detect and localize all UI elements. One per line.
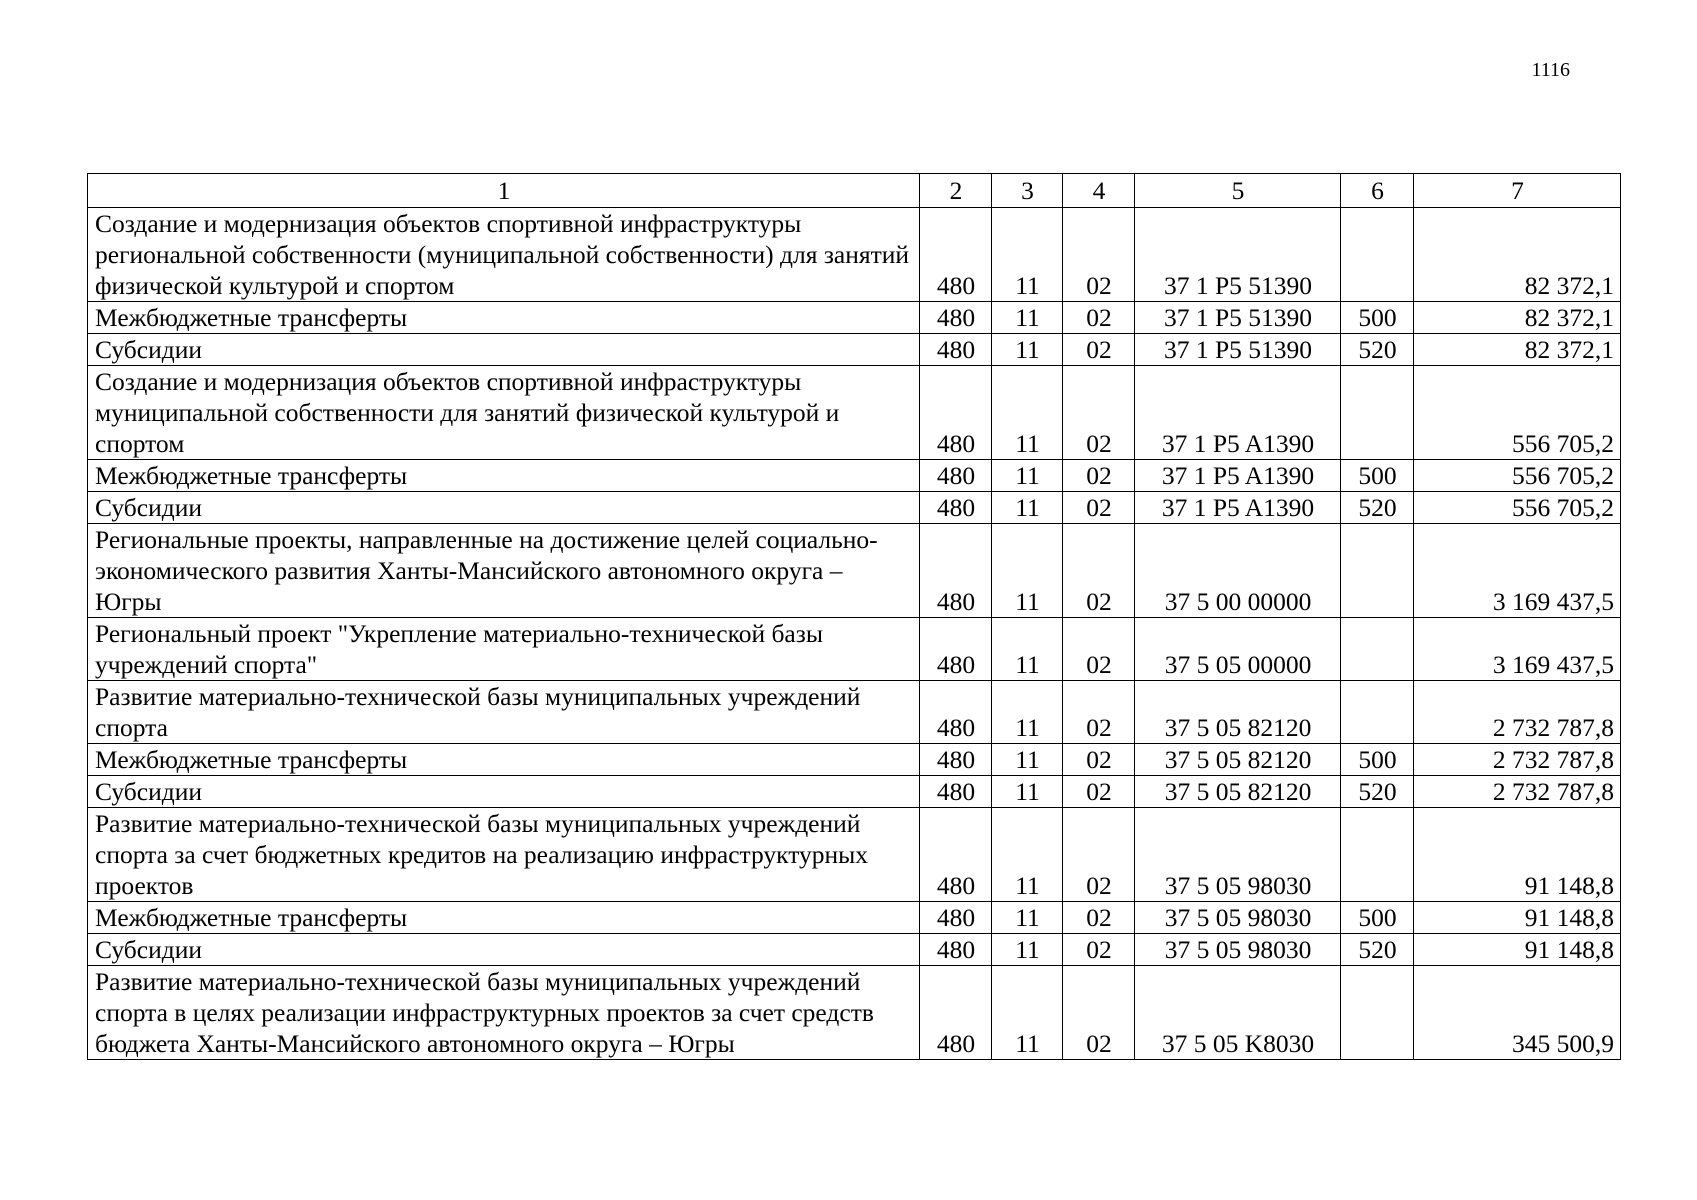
subsection-code-cell: 02: [1063, 808, 1135, 902]
ministry-code-cell: 480: [920, 460, 992, 492]
section-code-cell: 11: [992, 618, 1063, 681]
section-code-cell: 11: [992, 744, 1063, 776]
subsection-code-cell: 02: [1063, 776, 1135, 808]
amount-cell: 2 732 787,8: [1414, 744, 1621, 776]
header-cell-6: 6: [1341, 174, 1414, 208]
table-row: [88, 492, 1621, 524]
amount-cell: 82 372,1: [1414, 208, 1621, 302]
ministry-code-cell: 480: [920, 776, 992, 808]
subsection-code-cell: 02: [1063, 934, 1135, 966]
expense-type-cell: 500: [1341, 302, 1414, 334]
target-article-cell: 37 1 P5 A1390: [1135, 366, 1341, 460]
target-article-cell: 37 5 00 00000: [1135, 524, 1341, 618]
target-article-cell: 37 5 05 82120: [1135, 681, 1341, 744]
table-header-row: [88, 174, 1621, 208]
table-row: [88, 524, 1621, 618]
target-article-cell: 37 1 P5 51390: [1135, 208, 1341, 302]
amount-cell: 345 500,9: [1414, 966, 1621, 1060]
section-code-cell: 11: [992, 902, 1063, 934]
amount-cell: 3 169 437,5: [1414, 618, 1621, 681]
subsection-code-cell: 02: [1063, 681, 1135, 744]
item-name-cell: Региональные проекты, направленные на достижение целей социально-экономического развития Ханты-Мансийского автономного округа – Югры: [88, 524, 920, 618]
subsection-code-cell: 02: [1063, 460, 1135, 492]
header-cell-1: 1: [88, 174, 920, 208]
amount-cell: 82 372,1: [1414, 334, 1621, 366]
table-row: [88, 744, 1621, 776]
item-name-cell: Развитие материально-технической базы муниципальных учреждений спорта: [88, 681, 920, 744]
table-row: [88, 681, 1621, 744]
table-row: [88, 966, 1621, 1060]
expense-type-cell: [1341, 208, 1414, 302]
table-row: [88, 902, 1621, 934]
amount-cell: 2 732 787,8: [1414, 776, 1621, 808]
subsection-code-cell: 02: [1063, 208, 1135, 302]
expense-type-cell: 500: [1341, 460, 1414, 492]
section-code-cell: 11: [992, 366, 1063, 460]
target-article-cell: 37 5 05 98030: [1135, 934, 1341, 966]
header-cell-4: 4: [1063, 174, 1135, 208]
page-number: 1116: [1531, 59, 1570, 81]
section-code-cell: 11: [992, 302, 1063, 334]
section-code-cell: 11: [992, 966, 1063, 1060]
ministry-code-cell: 480: [920, 934, 992, 966]
ministry-code-cell: 480: [920, 966, 992, 1060]
amount-cell: 91 148,8: [1414, 808, 1621, 902]
ministry-code-cell: 480: [920, 524, 992, 618]
table-row: [88, 302, 1621, 334]
target-article-cell: 37 1 P5 51390: [1135, 302, 1341, 334]
expense-type-cell: 520: [1341, 934, 1414, 966]
item-name-cell: Межбюджетные трансферты: [88, 744, 920, 776]
section-code-cell: 11: [992, 334, 1063, 366]
item-name-cell: Создание и модернизация объектов спортивной инфраструктуры региональной собственности (муниципальной собственности) для занятий физической культурой и спортом: [88, 208, 920, 302]
section-code-cell: 11: [992, 776, 1063, 808]
expense-type-cell: 520: [1341, 776, 1414, 808]
ministry-code-cell: 480: [920, 902, 992, 934]
item-name-cell: Субсидии: [88, 334, 920, 366]
expense-type-cell: [1341, 618, 1414, 681]
amount-cell: 556 705,2: [1414, 460, 1621, 492]
item-name-cell: Субсидии: [88, 776, 920, 808]
amount-cell: 3 169 437,5: [1414, 524, 1621, 618]
ministry-code-cell: 480: [920, 208, 992, 302]
item-name-cell: Создание и модернизация объектов спортивной инфраструктуры муниципальной собственности для занятий физической культурой и спортом: [88, 366, 920, 460]
target-article-cell: 37 1 P5 A1390: [1135, 492, 1341, 524]
expense-type-cell: [1341, 524, 1414, 618]
target-article-cell: 37 1 P5 51390: [1135, 334, 1341, 366]
expense-type-cell: 520: [1341, 334, 1414, 366]
header-cell-3: 3: [992, 174, 1063, 208]
item-name-cell: Межбюджетные трансферты: [88, 460, 920, 492]
subsection-code-cell: 02: [1063, 524, 1135, 618]
table-row: [88, 618, 1621, 681]
header-cell-2: 2: [920, 174, 992, 208]
subsection-code-cell: 02: [1063, 334, 1135, 366]
section-code-cell: 11: [992, 934, 1063, 966]
target-article-cell: 37 5 05 K8030: [1135, 966, 1341, 1060]
target-article-cell: 37 5 05 82120: [1135, 744, 1341, 776]
expense-type-cell: [1341, 681, 1414, 744]
target-article-cell: 37 5 05 98030: [1135, 902, 1341, 934]
section-code-cell: 11: [992, 808, 1063, 902]
section-code-cell: 11: [992, 208, 1063, 302]
subsection-code-cell: 02: [1063, 366, 1135, 460]
subsection-code-cell: 02: [1063, 902, 1135, 934]
item-name-cell: Межбюджетные трансферты: [88, 302, 920, 334]
header-cell-7: 7: [1414, 174, 1621, 208]
table-row: [88, 208, 1621, 302]
ministry-code-cell: 480: [920, 492, 992, 524]
expense-type-cell: 500: [1341, 744, 1414, 776]
item-name-cell: Региональный проект "Укрепление материально-технической базы учреждений спорта": [88, 618, 920, 681]
subsection-code-cell: 02: [1063, 302, 1135, 334]
ministry-code-cell: 480: [920, 302, 992, 334]
expense-type-cell: 520: [1341, 492, 1414, 524]
amount-cell: 556 705,2: [1414, 366, 1621, 460]
table-row: [88, 460, 1621, 492]
table-row: [88, 776, 1621, 808]
table-row: [88, 808, 1621, 902]
section-code-cell: 11: [992, 460, 1063, 492]
table-row: [88, 334, 1621, 366]
amount-cell: 91 148,8: [1414, 902, 1621, 934]
expense-type-cell: 500: [1341, 902, 1414, 934]
section-code-cell: 11: [992, 524, 1063, 618]
amount-cell: 2 732 787,8: [1414, 681, 1621, 744]
item-name-cell: Развитие материально-технической базы муниципальных учреждений спорта за счет бюджетных кредитов на реализацию инфраструктурных проектов: [88, 808, 920, 902]
budget-table: [87, 173, 1621, 1060]
target-article-cell: 37 5 05 00000: [1135, 618, 1341, 681]
expense-type-cell: [1341, 966, 1414, 1060]
subsection-code-cell: 02: [1063, 492, 1135, 524]
ministry-code-cell: 480: [920, 334, 992, 366]
target-article-cell: 37 5 05 82120: [1135, 776, 1341, 808]
item-name-cell: Субсидии: [88, 934, 920, 966]
table-row: [88, 366, 1621, 460]
amount-cell: 82 372,1: [1414, 302, 1621, 334]
item-name-cell: Субсидии: [88, 492, 920, 524]
target-article-cell: 37 1 P5 A1390: [1135, 460, 1341, 492]
item-name-cell: Межбюджетные трансферты: [88, 902, 920, 934]
ministry-code-cell: 480: [920, 681, 992, 744]
ministry-code-cell: 480: [920, 744, 992, 776]
subsection-code-cell: 02: [1063, 618, 1135, 681]
expense-type-cell: [1341, 808, 1414, 902]
subsection-code-cell: 02: [1063, 744, 1135, 776]
ministry-code-cell: 480: [920, 808, 992, 902]
amount-cell: 556 705,2: [1414, 492, 1621, 524]
ministry-code-cell: 480: [920, 618, 992, 681]
subsection-code-cell: 02: [1063, 966, 1135, 1060]
ministry-code-cell: 480: [920, 366, 992, 460]
table-row: [88, 934, 1621, 966]
item-name-cell: Развитие материально-технической базы муниципальных учреждений спорта в целях реализации инфраструктурных проектов за счет средств бюджета Ханты-Мансийского автономного округа – Югры: [88, 966, 920, 1060]
section-code-cell: 11: [992, 681, 1063, 744]
amount-cell: 91 148,8: [1414, 934, 1621, 966]
target-article-cell: 37 5 05 98030: [1135, 808, 1341, 902]
section-code-cell: 11: [992, 492, 1063, 524]
expense-type-cell: [1341, 366, 1414, 460]
header-cell-5: 5: [1135, 174, 1341, 208]
